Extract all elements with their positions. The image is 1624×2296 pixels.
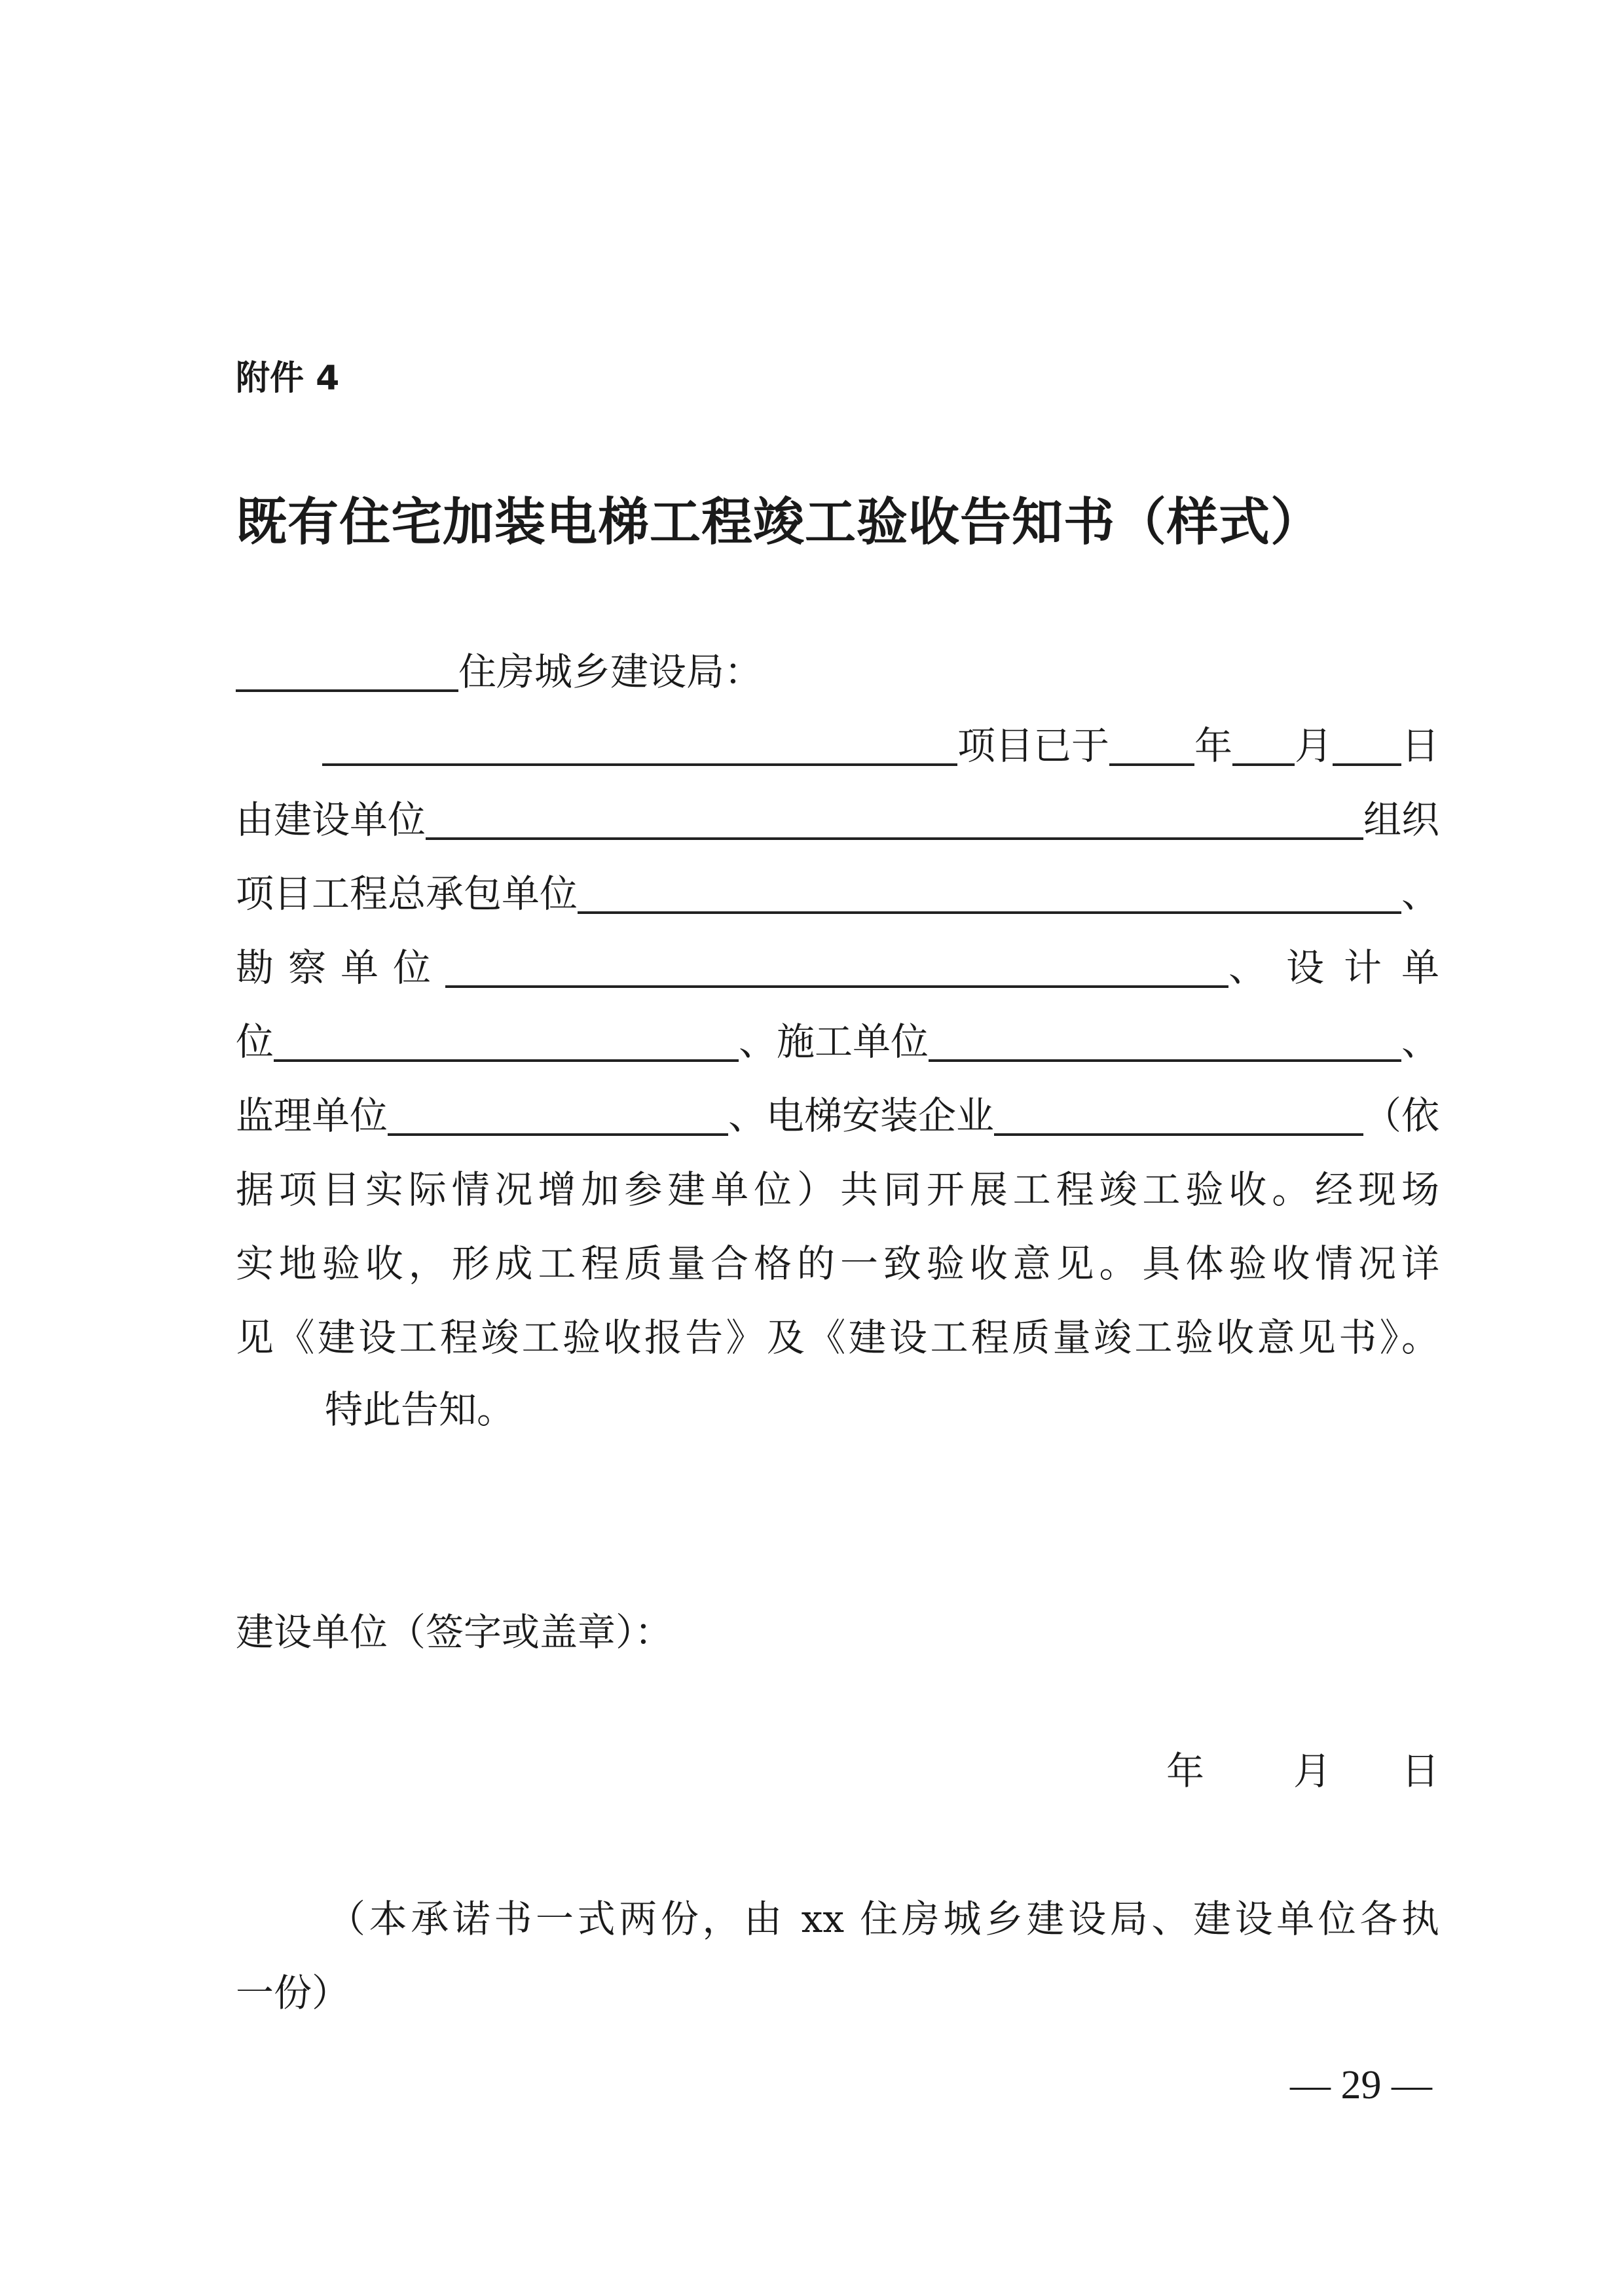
construction-contractor-field[interactable] — [929, 1013, 1401, 1062]
text: 组织 — [1363, 797, 1439, 842]
text: 项目已于 — [957, 723, 1109, 768]
text: 月 — [1294, 723, 1333, 768]
body-paragraph-line: 见《建设工程竣工验收报告》及《建设工程质量竣工验收意见书》。 — [236, 1315, 1439, 1360]
signature-year: 年 — [1166, 1749, 1205, 1793]
text: 年 — [1194, 723, 1232, 768]
day-field[interactable] — [1333, 718, 1401, 766]
construction-unit-field[interactable] — [426, 792, 1363, 840]
text: 、设计单 — [1228, 945, 1459, 990]
project-name-field[interactable] — [322, 718, 957, 766]
general-contractor-line — [236, 864, 1439, 923]
signature-day: 日 — [1401, 1749, 1440, 1793]
supervision-elevator-line — [236, 1086, 1439, 1145]
survey-unit-line — [236, 938, 1459, 997]
text: 由建设单位 — [236, 797, 426, 842]
supervision-unit-field[interactable] — [388, 1087, 728, 1136]
text: 日 — [1401, 723, 1439, 768]
survey-unit-field[interactable] — [445, 939, 1228, 988]
addressee-line — [236, 642, 1439, 701]
text: 监理单位 — [236, 1093, 388, 1138]
signature-label: 建设单位（签字或盖章）： — [236, 1610, 673, 1654]
notice-text: 特此告知。 — [325, 1387, 515, 1432]
addressee-text: 住房城乡建设局： — [458, 649, 763, 694]
note-line: 一份） — [236, 1971, 350, 2015]
month-field[interactable] — [1232, 718, 1295, 766]
bureau-name-field[interactable] — [236, 644, 458, 692]
general-contractor-field[interactable] — [578, 866, 1401, 914]
text: 、 — [1401, 1019, 1439, 1064]
note-line: （本承诺书一式两份，由 xx 住房城乡建设局、建设单位各执 — [327, 1897, 1439, 1941]
page-number: — 29 — — [1290, 2063, 1432, 2107]
document-title: 既有住宅加装电梯工程竣工验收告知书（样式） — [236, 492, 1323, 552]
text: 勘察单位 — [236, 945, 446, 990]
design-construction-line — [236, 1012, 1439, 1071]
text: 项目工程总承包单位 — [236, 871, 578, 916]
text: 位 — [236, 1019, 274, 1064]
text: （依 — [1363, 1093, 1439, 1138]
year-field[interactable] — [1109, 718, 1194, 766]
project-date-line — [322, 716, 1439, 775]
body-paragraph-line: 据项目实际情况增加参建单位）共同开展工程竣工验收。经现场 — [236, 1167, 1439, 1212]
elevator-installer-field[interactable] — [994, 1087, 1363, 1136]
design-unit-field[interactable] — [274, 1013, 739, 1062]
text: 、施工单位 — [739, 1019, 929, 1064]
attachment-label: 附件 4 — [236, 359, 340, 398]
body-paragraph-line: 实地验收，形成工程质量合格的一致验收意见。具体验收情况详 — [236, 1241, 1439, 1286]
text: 、电梯安装企业 — [728, 1093, 995, 1138]
signature-month: 月 — [1293, 1749, 1332, 1793]
construction-unit-line — [236, 790, 1439, 849]
text: 、 — [1401, 871, 1439, 916]
